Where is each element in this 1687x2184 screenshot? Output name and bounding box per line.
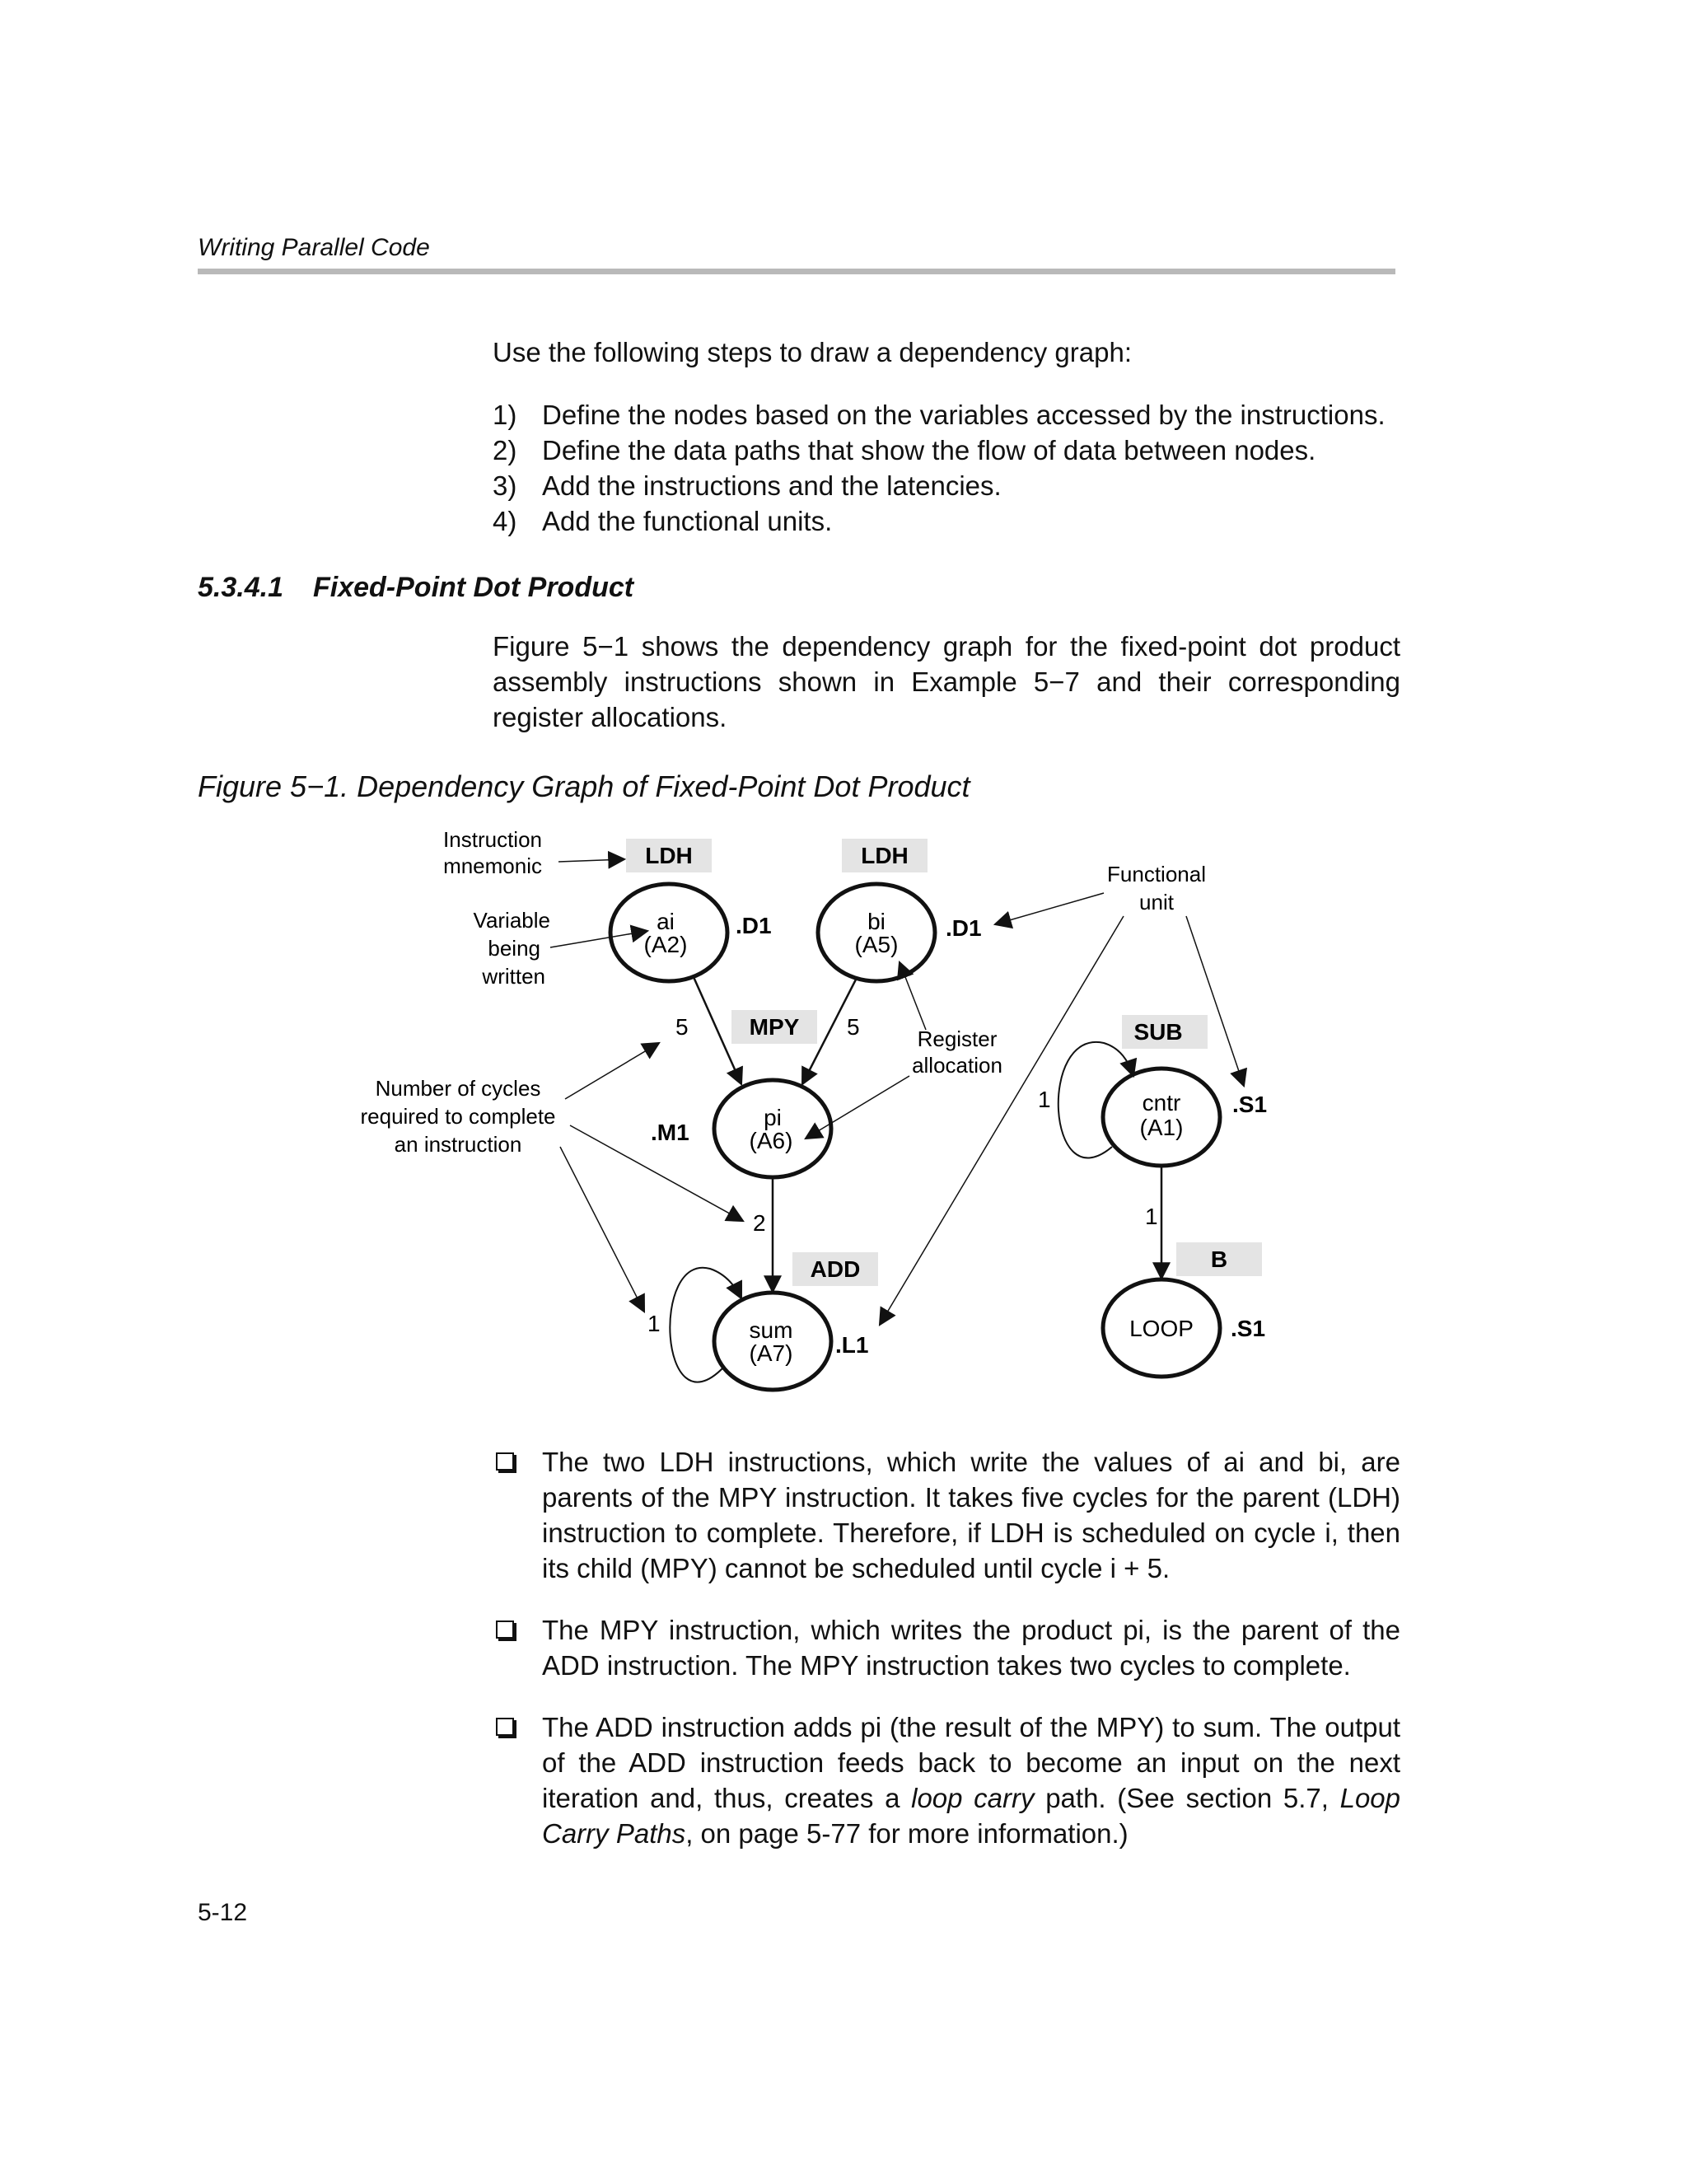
- node-pi: [714, 1080, 831, 1177]
- emphasis-loop-carry: loop carry: [911, 1783, 1035, 1813]
- unit-label-loop: .S1: [1231, 1316, 1266, 1341]
- node-variable: LOOP: [1129, 1316, 1194, 1341]
- bullet-text: The MPY instruction, which writes the product pi, is the parent of the ADD instruction. The MPY instruction takes two cycles to complete.: [542, 1615, 1400, 1681]
- node-register: (A2): [643, 932, 688, 957]
- annotation-register-allocation: [806, 962, 1002, 1139]
- annotation-line: Register: [917, 1027, 998, 1051]
- node-sum: [714, 1293, 831, 1390]
- mnemonic-label: LDH: [645, 843, 693, 868]
- figure-caption: Figure 5−1. Dependency Graph of Fixed-Point Dot Product: [198, 769, 970, 803]
- node-register: (A5): [854, 932, 899, 957]
- latency-bi-pi: 5: [847, 1014, 860, 1040]
- unit-label-sum: .L1: [835, 1332, 869, 1358]
- page-number: 5-12: [198, 1899, 248, 1926]
- node-register: (A6): [749, 1128, 793, 1153]
- node-variable: pi: [764, 1105, 782, 1130]
- node-variable: bi: [867, 909, 886, 934]
- bullet-item: [493, 1709, 1400, 1851]
- latency-ai-pi: 5: [675, 1014, 689, 1040]
- annotation-line: Variable: [473, 908, 550, 933]
- mnemonic-label: LDH: [861, 843, 909, 868]
- latency-pi-sum: 2: [753, 1210, 766, 1236]
- checkbox-bullet-icon: [496, 1620, 514, 1639]
- mnemonic-label: B: [1210, 1246, 1228, 1272]
- bullet-item: [493, 1612, 1400, 1683]
- annotation-line: allocation: [912, 1053, 1002, 1078]
- intro-text: Use the following steps to draw a dependency graph:: [493, 337, 1132, 367]
- latency-cntr-loop: 1: [1145, 1204, 1158, 1229]
- step-number: 3): [493, 470, 517, 501]
- mnemonic-box-mpy: [731, 1010, 817, 1044]
- mnemonic-label: MPY: [749, 1014, 800, 1040]
- checkbox-bullet-icon: [496, 1718, 514, 1736]
- section-number: 5.3.4.1: [198, 572, 283, 603]
- node-register: (A7): [749, 1340, 793, 1366]
- mnemonic-box-add: [792, 1252, 878, 1286]
- bullet-text-part: path. (See section 5.7,: [1034, 1783, 1340, 1813]
- latency-sum-self: 1: [647, 1311, 661, 1336]
- bullet-list: [493, 1444, 1400, 1878]
- mnemonic-label: ADD: [810, 1256, 861, 1282]
- annotation-number-of-cycles: [360, 1043, 743, 1312]
- mnemonic-box-b: [1176, 1242, 1262, 1276]
- annotation-line: mnemonic: [443, 853, 542, 878]
- emphasis-loop-carry-paths: Loop Carry Paths: [542, 1783, 1401, 1849]
- step-number: 2): [493, 435, 517, 465]
- unit-label-bi: .D1: [946, 915, 982, 941]
- mnemonic-label: SUB: [1133, 1019, 1183, 1045]
- mnemonic-box-sub: [1122, 1015, 1208, 1049]
- annotation-line: an instruction: [394, 1132, 522, 1157]
- bullet-text-part: , on page 5-77 for more information.): [685, 1818, 1129, 1849]
- annotation-instruction-mnemonic: [443, 827, 624, 878]
- step-number: 4): [493, 506, 517, 536]
- checkbox-bullet-icon: [496, 1452, 514, 1471]
- node-variable: ai: [657, 909, 675, 934]
- step-text: Define the data paths that show the flow of data between nodes.: [542, 435, 1316, 465]
- node-bi: [818, 884, 935, 981]
- running-header: Writing Parallel Code: [198, 234, 430, 261]
- mnemonic-box-ldh-bi: [842, 839, 928, 872]
- unit-label-ai: .D1: [736, 913, 772, 938]
- unit-label-pi: .M1: [651, 1120, 689, 1145]
- annotation-line: being: [488, 936, 540, 961]
- step-text: Add the instructions and the latencies.: [542, 470, 1002, 501]
- section-title: Fixed-Point Dot Product: [313, 572, 634, 603]
- annotation-line: Functional: [1107, 862, 1206, 886]
- step-text: Define the nodes based on the variables accessed by the instructions.: [542, 400, 1386, 430]
- node-ai: [610, 884, 727, 981]
- annotation-line: required to complete: [360, 1104, 556, 1129]
- mnemonic-box-ldh-ai: [626, 839, 712, 872]
- step-text: Add the functional units.: [542, 506, 833, 536]
- bullet-text-part: The ADD instruction adds pi (the result of the MPY) to sum. The output of the ADD instruction feeds back to become an input on the next iteration and, thus, creates a: [542, 1712, 1400, 1813]
- node-variable: sum: [749, 1317, 793, 1343]
- figure-reference-paragraph: Figure 5−1 shows the dependency graph for the fixed-point dot product assembly instructions shown in Example 5−7 and their corresponding register allocations.: [493, 631, 1400, 732]
- annotation-line: Instruction: [443, 827, 542, 852]
- annotation-line: unit: [1139, 890, 1174, 914]
- annotation-line: Number of cycles: [375, 1076, 541, 1101]
- node-loop: [1103, 1279, 1220, 1377]
- annotation-line: written: [482, 964, 545, 989]
- unit-label-cntr: .S1: [1232, 1092, 1268, 1117]
- node-variable: cntr: [1142, 1090, 1181, 1115]
- step-number: 1): [493, 400, 517, 430]
- bullet-text: The two LDH instructions, which write the values of ai and bi, are parents of the MPY instruction. It takes five cycles for the parent (LDH) instruction to complete. Therefore, if LDH is scheduled on cycle i, then its child (MPY) cannot be scheduled until cycle i + 5.: [542, 1447, 1400, 1583]
- bullet-item: [493, 1444, 1400, 1586]
- bullet-text: [542, 1712, 1400, 1849]
- latency-cntr-self: 1: [1038, 1087, 1051, 1112]
- node-register: (A1): [1139, 1115, 1184, 1140]
- node-cntr: [1103, 1069, 1220, 1166]
